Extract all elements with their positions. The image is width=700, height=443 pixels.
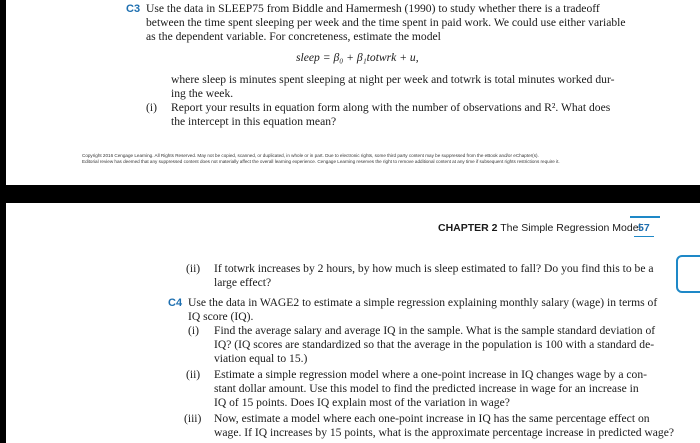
item-ii-number: (ii) — [186, 262, 201, 275]
where-line-2: ing the week. — [171, 87, 234, 100]
c4-item-ii-number: (ii) — [186, 368, 201, 381]
c4-item-i-line-1: Find the average salary and average IQ in the sample. What is the sample standard deviation of — [214, 324, 656, 337]
left-edge-shadow — [0, 0, 6, 443]
item-i-line-2: the intercept in this equation mean? — [171, 115, 337, 128]
c4-item-i-line-3: viation equal to 15.) — [214, 352, 308, 365]
c3-line-2: between the time spent sleeping per week and the time spent in paid work. We could use either variable — [146, 16, 626, 29]
copyright-line-1: Copyright 2016 Cengage Learning. All Rights Reserved. May not be copied, scanned, or duplicated, in whole or in part. Due to electronic rights, some third party content may be suppressed from the eBook and/or eChapter(s). — [82, 153, 539, 158]
chapter-label: CHAPTER 2 — [438, 222, 498, 234]
c3-line-3: as the dependent variable. For concreteness, estimate the model — [146, 30, 441, 43]
page-number-rule — [630, 216, 660, 218]
c4-item-ii-line-2: stant dollar amount. Use this model to find the predicted increase in wage for an increase in — [214, 382, 639, 395]
c4-item-ii-line-3: IQ of 15 points. Does IQ explain most of the variation in wage? — [214, 396, 510, 409]
c4-line-2: IQ score (IQ). — [188, 310, 254, 323]
c4-line-1: Use the data in WAGE2 to estimate a simple regression explaining monthly salary (wage) in terms of — [188, 296, 658, 309]
chapter-header — [438, 222, 641, 234]
item-ii-line-1: If totwrk increases by 2 hours, by how much is sleep estimated to fall? Do you find this to be a — [214, 262, 654, 275]
exercise-c4-label: C4 — [168, 297, 183, 309]
c4-item-iii-number: (iii) — [184, 412, 202, 425]
page-separator — [0, 185, 700, 203]
exercise-c3-label: C3 — [126, 3, 141, 15]
item-ii-line-2: large effect? — [214, 276, 272, 289]
item-i-line-1: Report your results in equation form along with the number of observations and R². What does — [171, 101, 611, 114]
c4-item-i-line-2: IQ? (IQ scores are standardized so that the average in the population is 100 with a standard de- — [214, 338, 655, 351]
item-i-number: (i) — [146, 101, 157, 114]
where-line-1: where sleep is minutes spent sleeping at night per week and totwrk is total minutes worked dur- — [171, 73, 615, 86]
page-number: 57 — [634, 220, 654, 237]
c4-item-ii-line-1: Estimate a simple regression model where a one-point increase in IQ changes wage by a con- — [214, 368, 647, 381]
c3-line-1: Use the data in SLEEP75 from Biddle and Hamermesh (1990) to study whether there is a tradeoff — [146, 2, 600, 15]
page-tab-marker — [676, 255, 700, 293]
c4-item-i-number: (i) — [188, 324, 199, 337]
c4-item-iii-line-1: Now, estimate a model where each one-point increase in IQ has the same percentage effect on — [214, 412, 650, 425]
c4-item-iii-line-2: wage. If IQ increases by 15 points, what is the approximate percentage increase in predicted wage? — [214, 426, 675, 439]
chapter-title: The Simple Regression Model — [500, 222, 641, 234]
copyright-notice — [82, 153, 560, 165]
copyright-line-2: Editorial review has deemed that any suppressed content does not materially affect the overall learning experience. Cengage Learning reserves the right to remove additional content at any time if subsequent rights restrictions require it. — [82, 159, 560, 164]
regression-equation: sleep = β₀ + β₁totwrk + u, — [296, 51, 419, 64]
